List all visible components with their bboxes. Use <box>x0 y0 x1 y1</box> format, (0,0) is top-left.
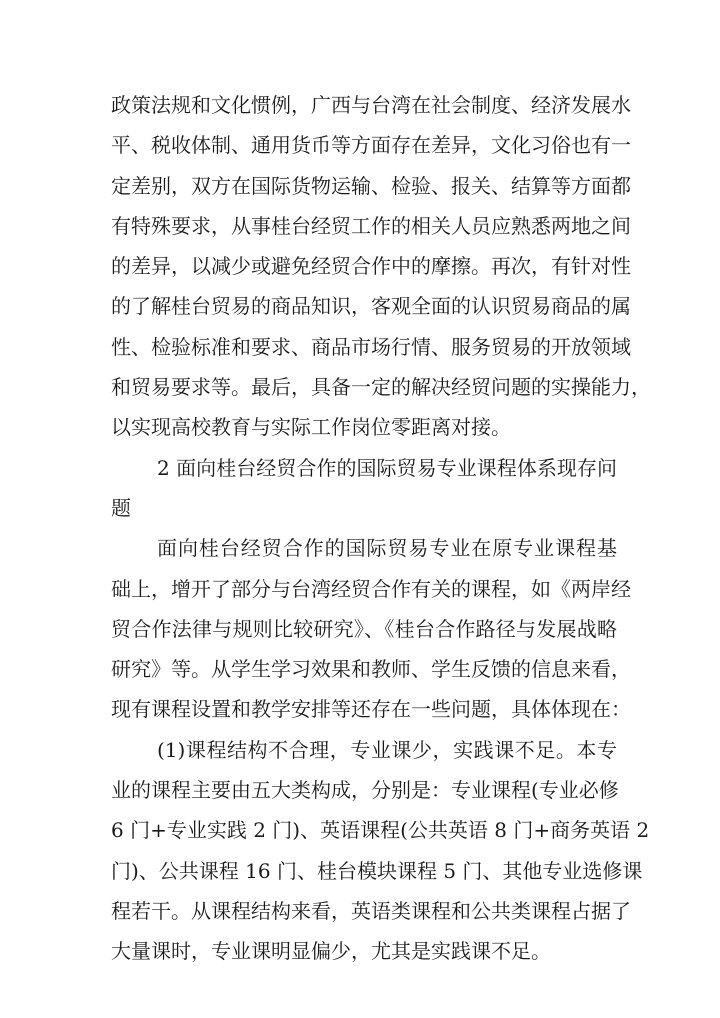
section-heading-line: 题 <box>111 495 131 520</box>
text-line: 定差别，双方在国际货物运输、检验、报关、结算等方面都 <box>111 173 631 198</box>
text-line: 性、检验标准和要求、商品市场行情、服务贸易的开放领域 <box>111 334 631 359</box>
text-line: 础上，增开了部分与台湾经贸合作有关的课程，如《两岸经 <box>111 576 631 601</box>
text-line: 业的课程主要由五大类构成，分别是：专业课程(专业必修 <box>111 778 619 803</box>
text-line: 现有课程设置和教学安排等还存在一些问题，具体体现在： <box>111 697 631 722</box>
text-line: 的了解桂台贸易的商品知识，客观全面的认识贸易商品的属 <box>111 294 631 319</box>
text-line: 程若干。从课程结构来看，英语类课程和公共类课程占据了 <box>111 898 631 923</box>
text-line: 贸合作法律与规则比较研究》、《桂台合作路径与发展战略 <box>111 616 617 641</box>
text-line: 的差异，以减少或避免经贸合作中的摩擦。再次，有针对性 <box>111 254 631 279</box>
text-line: 门)、公共课程 16 门、桂台模块课程 5 门、其他专业选修课 <box>111 858 643 883</box>
text-line: 面向桂台经贸合作的国际贸易专业在原专业课程基 <box>157 536 617 561</box>
section-heading-line: 2 面向桂台经贸合作的国际贸易专业课程体系现存问 <box>157 455 617 480</box>
text-line: 以实现高校教育与实际工作岗位零距离对接。 <box>111 415 511 440</box>
text-line: 和贸易要求等。最后，具备一定的解决经贸问题的实操能力， <box>111 375 651 400</box>
text-line: 平、税收体制、通用货币等方面存在差异，文化习俗也有一 <box>111 133 631 158</box>
text-line: 有特殊要求，从事桂台经贸工作的相关人员应熟悉两地之间 <box>111 213 631 238</box>
text-line: 研究》等。从学生学习效果和教师、学生反馈的信息来看， <box>111 657 631 682</box>
text-line: (1)课程结构不合理，专业课少，实践课不足。本专 <box>157 737 617 762</box>
text-line: 政策法规和文化惯例，广西与台湾在社会制度、经济发展水 <box>111 93 631 117</box>
text-line: 6 门+专业实践 2 门)、英语课程(公共英语 8 门+商务英语 2 <box>111 818 650 843</box>
document-page <box>111 85 651 972</box>
text-line: 大量课时，专业课明显偏少，尤其是实践课不足。 <box>111 939 551 964</box>
